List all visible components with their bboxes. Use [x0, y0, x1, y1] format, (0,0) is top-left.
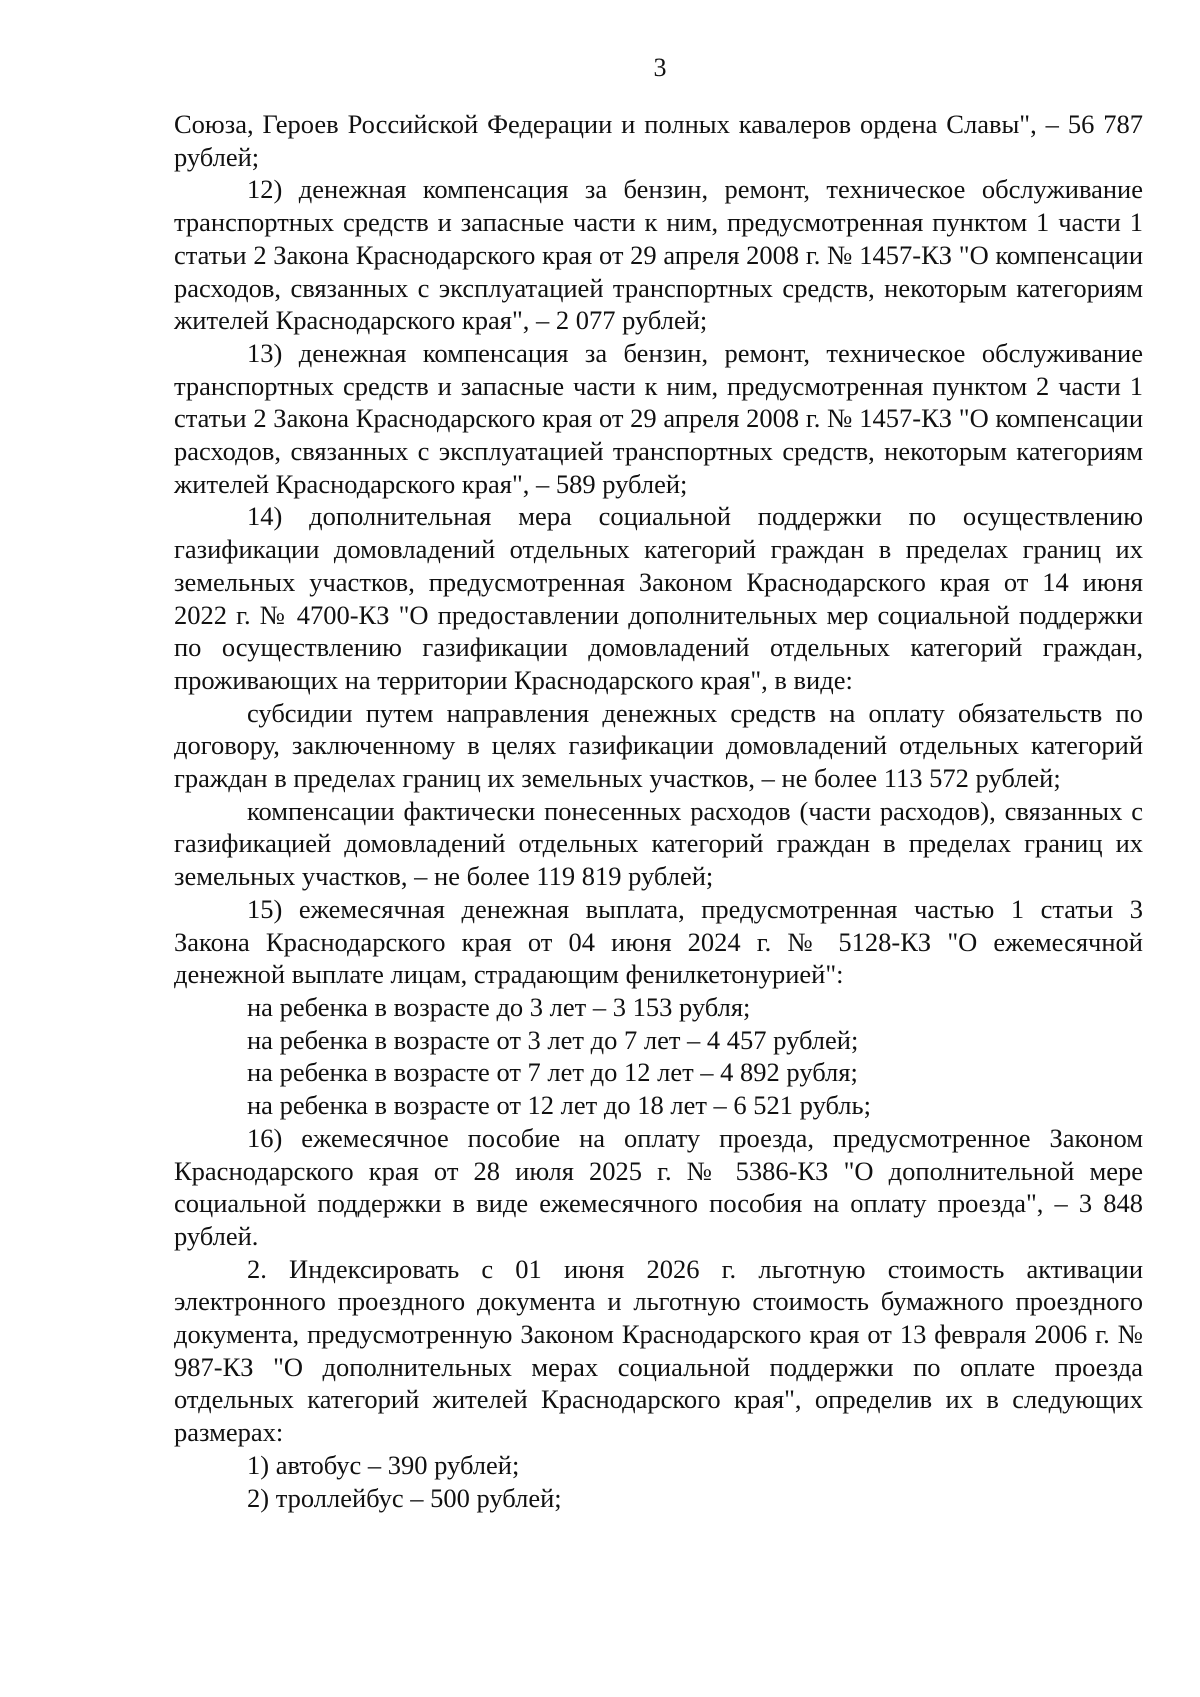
paragraph-item-13: 13) денежная компенсация за бензин, ремонт, техническое обслуживание транспортных средств и запасные части к ним, предусмотренная пунктом 2 части 1 статьи 2 Закона Краснодарского края от 29 апреля 2008 г. № 1457-КЗ "О компенсации расходов, связанных с эксплуатацией транспортных средств, некоторым категориям жителей Краснодарского края", – 589 рублей; — [174, 337, 1143, 499]
paragraph-item-12: 12) денежная компенсация за бензин, ремонт, техническое обслуживание транспортных средств и запасные части к ним, предусмотренная пунктом 1 части 1 статьи 2 Закона Краснодарского края от 29 апреля 2008 г. № 1457-КЗ "О компенсации расходов, связанных с эксплуатацией транспортных средств, некоторым категориям жителей Краснодарского края", – 2 077 рублей; — [174, 174, 1143, 336]
paragraph-item-14: 14) дополнительная мера социальной поддержки по осуществлению газификации домовладений отдельных категорий граждан в пределах границ их земельных участков, предусмотренная Законом Краснодарского края от 14 июня 2022 г. № 4700-КЗ "О предоставлении дополнительных мер социальной поддержки по осуществлению газификации домовладений отдельных категорий граждан, проживающих на территории Краснодарского края", в виде: — [174, 501, 1143, 695]
list-item-age-under-3: на ребенка в возрасте до 3 лет – 3 153 рубля; — [247, 991, 751, 1022]
list-item-bus: 1) автобус – 390 рублей; — [247, 1449, 520, 1480]
paragraph-item-16: 16) ежемесячное пособие на оплату проезда, предусмотренное Законом Краснодарского края от 28 июля 2025 г. № 5386-КЗ "О дополнительной мере социальной поддержки в виде ежемесячного пособия на оплату проезда", – 3 848 рублей. — [174, 1122, 1143, 1251]
document-body — [174, 108, 1143, 1514]
list-item-age-7-12: на ребенка в возрасте от 7 лет до 12 лет – 4 892 рубля; — [247, 1057, 858, 1088]
paragraph-subsidy: субсидии путем направления денежных средств на оплату обязательств по договору, заключенному в целях газификации домовладений отдельных категорий граждан в пределах границ их земельных участков, – не более 113 572 рублей; — [174, 697, 1143, 794]
list-item-trolleybus: 2) троллейбус – 500 рублей; — [247, 1482, 562, 1513]
paragraph-compensation: компенсации фактически понесенных расходов (части расходов), связанных с газификацией домовладений отдельных категорий граждан в пределах границ их земельных участков, – не более 119 819 рублей; — [174, 795, 1143, 892]
paragraph-section-2: 2. Индексировать с 01 июня 2026 г. льготную стоимость активации электронного проездного документа и льготную стоимость бумажного проездного документа, предусмотренную Законом Краснодарского края от 13 февраля 2006 г. № 987-КЗ "О дополнительных мерах социальной поддержки по оплате проезда отдельных категорий жителей Краснодарского края", определив их в следующих размерах: — [174, 1253, 1143, 1448]
page-number: 3 — [653, 53, 667, 82]
list-item-age-3-7: на ребенка в возрасте от 3 лет до 7 лет – 4 457 рублей; — [247, 1024, 859, 1055]
list-item-age-12-18: на ребенка в возрасте от 12 лет до 18 лет – 6 521 рубль; — [247, 1090, 871, 1121]
paragraph-item-15: 15) ежемесячная денежная выплата, предусмотренная частью 1 статьи 3 Закона Краснодарского края от 04 июня 2024 г. № 5128-КЗ "О ежемесячной денежной выплате лицам, страдающим фенилкетонурией": — [174, 893, 1143, 990]
paragraph-continuation: Союза, Героев Российской Федерации и полных кавалеров ордена Славы", – 56 787 рублей; — [174, 109, 1143, 172]
